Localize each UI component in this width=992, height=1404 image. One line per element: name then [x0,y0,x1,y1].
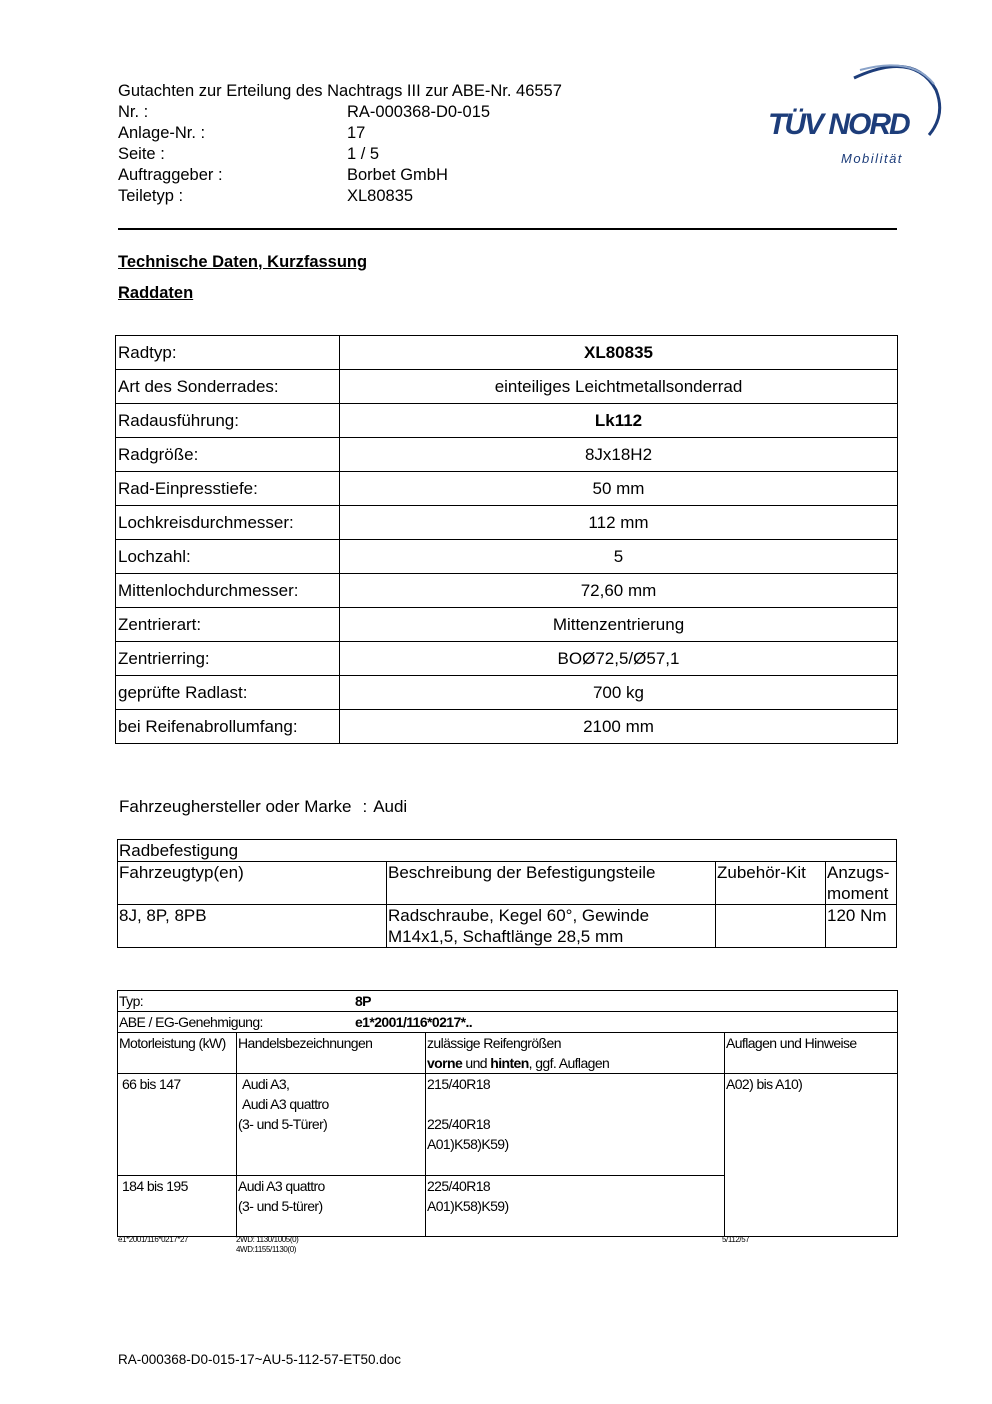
tyres-rear: hinten [490,1055,529,1071]
fixing-header-types: Fahrzeugtyp(en) [118,862,387,905]
wheel-data-key: bei Reifenabrollumfang: [116,710,340,744]
document-title: Gutachten zur Erteilung des Nachtrags III zur ABE-Nr. 46557 [118,82,562,100]
col-header-notes: Auflagen und Hinweise [725,1033,898,1074]
wheel-data-row [116,506,898,540]
tyres-conditions: , ggf. Auflagen [528,1055,610,1071]
row1-name-1: Audi A3, [242,1076,290,1092]
note-code: 5/112/57 [722,1235,750,1244]
wheel-data-value: 112 mm [340,506,898,540]
fixing-header-torque: Anzugs-moment [826,862,897,905]
wheel-data-value: BOØ72,5/Ø57,1 [340,642,898,676]
header-row-teiletyp [118,186,413,207]
col-header-tyres [426,1033,725,1074]
header-value: 17 [347,124,366,142]
col-header-tyres-line1: zulässige Reifengrößen [427,1035,561,1051]
row1-notes: A02) bis A10) [725,1074,898,1237]
wheel-data-row [116,370,898,404]
maker-separator: : [362,797,368,816]
header-label: Teiletyp : [118,187,184,205]
type-value: 8P [355,993,371,1009]
abe-label: ABE / EG-Genehmigung: [119,1014,263,1030]
wheel-data-key: Zentrierring: [116,642,340,676]
row1-names [237,1074,426,1176]
wheel-data-key: geprüfte Radlast: [116,676,340,710]
logo-subtitle: Mobilität [841,151,903,166]
logo-brand: TÜV NORD [768,108,909,141]
row1-power: 66 bis 147 [118,1074,237,1176]
wheel-data-value: 5 [340,540,898,574]
header-row-anlage [118,123,365,144]
header-row-auftraggeber [118,165,448,186]
wheel-data-row [116,642,898,676]
header-value: RA-000368-D0-015 [347,103,491,121]
fixing-torque: 120 Nm [826,905,897,948]
vehicle-tyre-table [117,990,898,1237]
wheel-fixing-table [117,839,897,948]
wheel-data-value: 700 kg [340,676,898,710]
wheel-data-table [115,335,898,744]
row2-tyres [426,1176,725,1237]
vehicle-abe-row [118,1012,898,1033]
wheel-data-key: Lochzahl: [116,540,340,574]
fixing-types: 8J, 8P, 8PB [118,905,387,948]
fixing-header-desc: Beschreibung der Befestigungsteile [387,862,716,905]
type-label: Typ: [119,993,144,1009]
wheel-data-value: 50 mm [340,472,898,506]
col-header-power: Motorleistung (kW) [118,1033,237,1074]
row2-name-1: Audi A3 quattro [238,1178,325,1194]
note-4wd: 4WD:1155/1130(0) [236,1245,297,1254]
header-value: Borbet GmbH [347,166,448,184]
row1-name-2: Audi A3 quattro [242,1096,329,1112]
tyres-and: und [462,1055,491,1071]
maker-value: Audi [373,797,408,816]
header-label: Auftraggeber : [118,166,223,184]
section-heading-technical: Technische Daten, Kurzfassung [118,253,368,271]
header-label: Anlage-Nr. : [118,124,206,142]
wheel-data-row [116,336,898,370]
wheel-data-key: Rad-Einpresstiefe: [116,472,340,506]
wheel-data-row [116,472,898,506]
wheel-data-value: 72,60 mm [340,574,898,608]
wheel-data-value: 8Jx18H2 [340,438,898,472]
wheel-data-value: Lk112 [340,404,898,438]
header-label: Nr. : [118,103,149,121]
fixing-description: Radschraube, Kegel 60°, Gewinde M14x1,5, Schaftlänge 28,5 mm [387,905,716,948]
header-row-nr [118,102,490,123]
wheel-data-value: einteiliges Leichtmetallsonderrad [340,370,898,404]
wheel-data-key: Art des Sonderrades: [116,370,340,404]
wheel-data-key: Radtyp: [116,336,340,370]
wheel-data-key: Lochkreisdurchmesser: [116,506,340,540]
section-heading-wheel: Raddaten [118,284,194,302]
wheel-data-row [116,574,898,608]
row1-tyre-3: A01)K58)K59) [427,1136,509,1152]
wheel-data-key: Zentrierart: [116,608,340,642]
fixing-header-kit: Zubehör-Kit [716,862,826,905]
row1-name-3: (3- und 5-Türer) [238,1116,328,1132]
fixing-title: Radbefestigung [118,840,897,862]
note-2wd: 2WD: 1130/1005(0) [236,1235,299,1244]
wheel-data-key: Radgröße: [116,438,340,472]
wheel-data-row [116,608,898,642]
wheel-data-key: Mittenlochdurchmesser: [116,574,340,608]
tyres-front: vorne [427,1055,463,1071]
abe-value: e1*2001/116*0217*.. [355,1014,473,1030]
wheel-data-row [116,540,898,574]
note-abe: e1*2001/116*0217*27 [118,1235,189,1244]
row1-tyre-2: 225/40R18 [427,1116,491,1132]
col-header-tyres-line2 [427,1053,723,1073]
wheel-data-row [116,710,898,744]
fixing-kit [716,905,826,948]
vehicle-maker [119,797,407,817]
row2-tyre-2: A01)K58)K59) [427,1198,509,1214]
footer-filename: RA-000368-D0-015-17~AU-5-112-57-ET50.doc [118,1352,402,1367]
header-row-seite [118,144,379,165]
row1-tyres [426,1074,725,1176]
header-divider [118,228,897,230]
wheel-data-row [116,438,898,472]
header-value: 1 / 5 [347,145,380,163]
row2-tyre-1: 225/40R18 [427,1178,491,1194]
row2-name-2: (3- und 5-türer) [238,1198,323,1214]
header-value: XL80835 [347,187,414,205]
row1-tyre-1: 215/40R18 [427,1076,491,1092]
wheel-data-value: Mittenzentrierung [340,608,898,642]
wheel-data-row [116,404,898,438]
row2-names [237,1176,426,1237]
col-header-names: Handelsbezeichnungen [237,1033,426,1074]
wheel-data-value: 2100 mm [340,710,898,744]
wheel-data-key: Radausführung: [116,404,340,438]
header-label: Seite : [118,145,165,163]
maker-label: Fahrzeughersteller oder Marke [119,797,352,816]
row2-power: 184 bis 195 [118,1176,237,1237]
vehicle-type-row [118,991,898,1012]
wheel-data-row [116,676,898,710]
wheel-data-value: XL80835 [340,336,898,370]
